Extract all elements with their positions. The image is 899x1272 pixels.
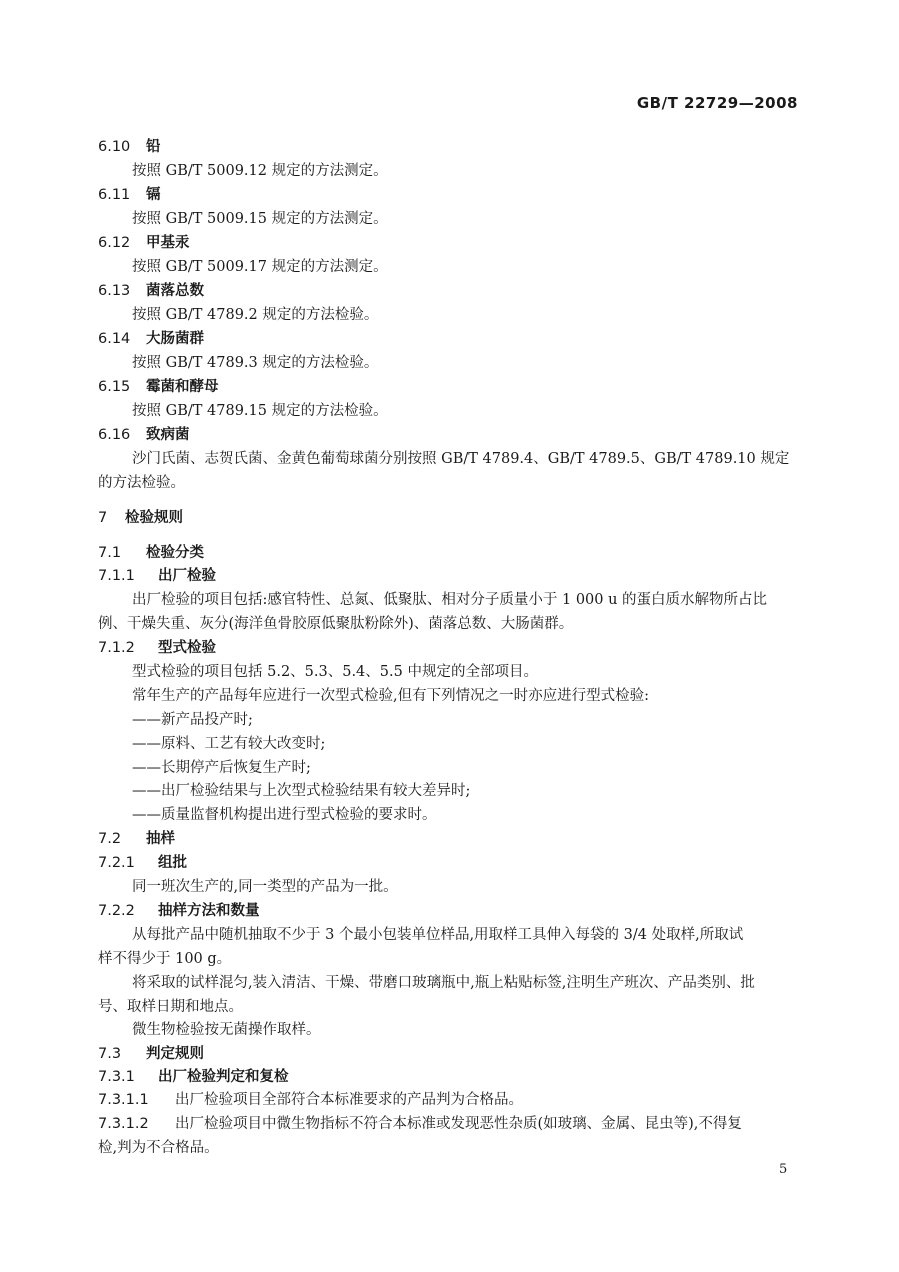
heading-7-1: 7.1 检验分类 — [98, 545, 204, 561]
body-7-2-2-p1-line1: 从每批产品中随机抽取不少于 3 个最小包装单位样品,用取样工具伸入每袋的 3/4 处取样,所取试 — [132, 927, 744, 943]
body-6-12: 按照 GB/T 5009.17 规定的方法测定。 — [132, 259, 388, 275]
body-7-2-2-p1-line2: 样不得少于 100 g。 — [98, 951, 232, 967]
body-7-1-1-line2: 例、干燥失重、灰分(海洋鱼骨胶原低聚肽粉除外)、菌落总数、大肠菌群。 — [98, 616, 574, 632]
heading-6-16: 6.16 致病菌 — [98, 427, 190, 443]
body-7-2-2-p3: 微生物检验按无菌操作取样。 — [132, 1022, 321, 1038]
list-item: ——质量监督机构提出进行型式检验的要求时。 — [132, 807, 437, 823]
body-6-14: 按照 GB/T 4789.3 规定的方法检验。 — [132, 355, 379, 371]
heading-7-3-1: 7.3.1 出厂检验判定和复检 — [98, 1069, 289, 1085]
list-item: ——出厂检验结果与上次型式检验结果有较大差异时; — [132, 783, 471, 799]
heading-7-2-1: 7.2.1 组批 — [98, 855, 187, 871]
body-7-1-2-line1: 型式检验的项目包括 5.2、5.3、5.4、5.5 中规定的全部项目。 — [132, 664, 538, 680]
body-6-16-line1: 沙门氏菌、志贺氏菌、金黄色葡萄球菌分别按照 GB/T 4789.4、GB/T 4789.5、GB/T 4789.10 规定 — [132, 451, 790, 467]
body-6-10: 按照 GB/T 5009.12 规定的方法测定。 — [132, 163, 388, 179]
body-6-16-line2: 的方法检验。 — [98, 475, 185, 491]
list-item: ——长期停产后恢复生产时; — [132, 760, 311, 776]
body-7-2-2-p2-line1: 将采取的试样混匀,装入清洁、干燥、带磨口玻璃瓶中,瓶上粘贴标签,注明生产班次、产品类别、批 — [132, 975, 755, 991]
body-7-1-2-line2: 常年生产的产品每年应进行一次型式检验,但有下列情况之一时亦应进行型式检验: — [132, 688, 649, 704]
heading-7-3: 7.3 判定规则 — [98, 1046, 204, 1062]
body-7-3-1-2-line2: 检,判为不合格品。 — [98, 1140, 219, 1156]
heading-6-11: 6.11 镉 — [98, 187, 161, 203]
standard-code: GB/T 22729—2008 — [636, 94, 798, 112]
body-6-11: 按照 GB/T 5009.15 规定的方法测定。 — [132, 211, 388, 227]
list-item: ——新产品投产时; — [132, 712, 253, 728]
body-7-2-2-p2-line2: 号、取样日期和地点。 — [98, 999, 243, 1015]
body-7-3-1-1: 7.3.1.1 出厂检验项目全部符合本标准要求的产品判为合格品。 — [98, 1092, 523, 1108]
heading-7-2: 7.2 抽样 — [98, 831, 175, 847]
body-7-3-1-2-line1: 7.3.1.2 出厂检验项目中微生物指标不符合本标准或发现恶性杂质(如玻璃、金属、昆虫等),不得复 — [98, 1116, 742, 1132]
body-7-1-1-line1: 出厂检验的项目包括:感官特性、总氮、低聚肽、相对分子质量小于 1 000 u 的蛋白质水解物所占比 — [132, 592, 768, 608]
heading-6-10: 6.10 铅 — [98, 139, 161, 155]
heading-7-1-2: 7.1.2 型式检验 — [98, 640, 216, 656]
page-number: 5 — [779, 1162, 788, 1177]
heading-6-13: 6.13 菌落总数 — [98, 283, 204, 299]
body-6-15: 按照 GB/T 4789.15 规定的方法检验。 — [132, 403, 388, 419]
list-item: ——原料、工艺有较大改变时; — [132, 736, 326, 752]
heading-7-1-1: 7.1.1 出厂检验 — [98, 568, 216, 584]
heading-6-12: 6.12 甲基汞 — [98, 235, 190, 251]
heading-7: 7 检验规则 — [98, 510, 183, 526]
heading-6-15: 6.15 霉菌和酵母 — [98, 379, 219, 395]
heading-7-2-2: 7.2.2 抽样方法和数量 — [98, 903, 260, 919]
body-6-13: 按照 GB/T 4789.2 规定的方法检验。 — [132, 307, 379, 323]
body-7-2-1: 同一班次生产的,同一类型的产品为一批。 — [132, 879, 398, 895]
heading-6-14: 6.14 大肠菌群 — [98, 331, 204, 347]
